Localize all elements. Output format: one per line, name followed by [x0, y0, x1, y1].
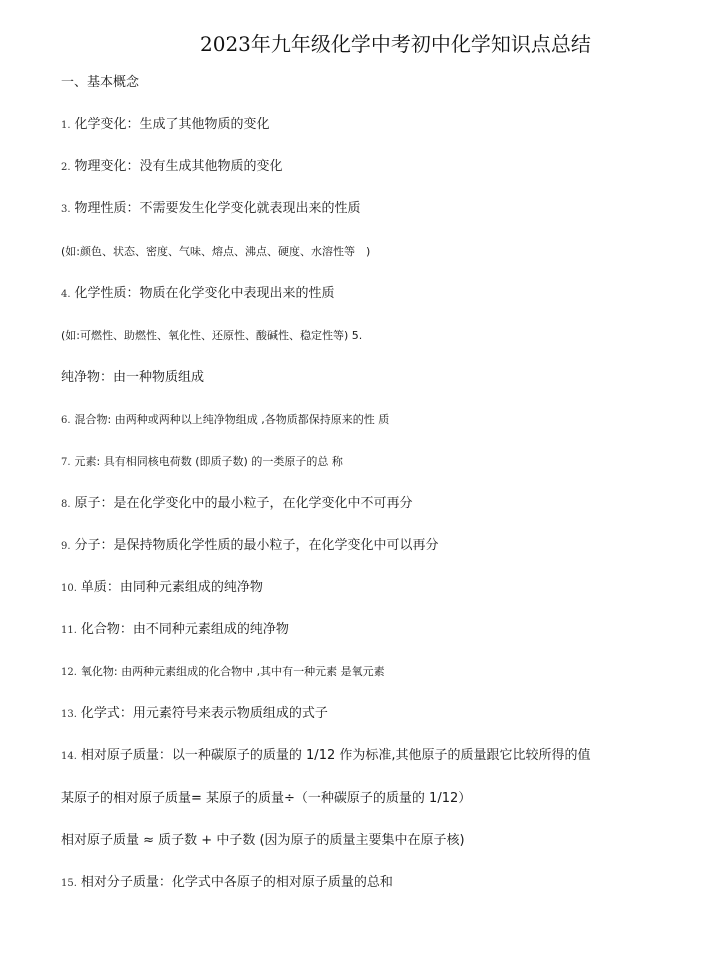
list-item — [61, 747, 591, 766]
item-number: 15. — [61, 878, 77, 889]
item-text: 元素: 具有相同核电荷数 (即质子数) 的一类原子的总 称 — [74, 455, 343, 468]
item-text: 化学性质：物质在化学变化中表现出来的性质 — [74, 286, 335, 301]
item-number: 14. — [61, 751, 77, 762]
item-number: 2. — [61, 162, 71, 173]
item-text: (如:颜色、状态、密度、气味、熔点、沸点、硬度、水溶性等 ) — [61, 245, 371, 258]
item-text: 混合物: 由两种或两种以上纯净物组成 ,各物质都保持原来的性 质 — [74, 413, 390, 426]
item-text: 某原子的相对原子质量= 某原子的质量÷（一种碳原子的质量的 1/12） — [61, 791, 472, 806]
item-number: 7. — [61, 457, 71, 468]
list-item — [61, 705, 328, 724]
item-text: 相对原子质量 ≈ 质子数 + 中子数 (因为原子的质量主要集中在原子核) — [61, 833, 465, 848]
list-item — [61, 537, 439, 556]
item-number: 12. — [61, 667, 77, 678]
item-text: 相对分子质量：化学式中各原子的相对原子质量的总和 — [80, 875, 393, 890]
list-item — [61, 411, 389, 430]
item-number: 3. — [61, 204, 71, 215]
item-text: 化学式：用元素符号来表示物质组成的式子 — [80, 706, 328, 721]
item-text: 纯净物：由一种物质组成 — [61, 370, 205, 385]
section-heading: 一、基本概念 — [61, 75, 140, 90]
item-number: 10. — [61, 583, 77, 594]
item-text: 原子：是在化学变化中的最小粒子，在化学变化中不可再分 — [74, 496, 413, 511]
item-number: 8. — [61, 499, 71, 510]
item-number: 1. — [61, 120, 71, 131]
item-text: 化学变化：生成了其他物质的变化 — [74, 117, 270, 132]
item-number: 4. — [61, 289, 71, 300]
item-text: 相对原子质量：以一种碳原子的质量的 1/12 作为标准,其他原子的质量跟它比较所得的值 — [80, 748, 591, 763]
item-number: 13. — [61, 709, 77, 720]
item-text: 物理性质：不需要发生化学变化就表现出来的性质 — [74, 201, 361, 216]
list-item — [61, 663, 385, 682]
list-item — [61, 369, 204, 387]
item-number: 11. — [61, 625, 77, 636]
item-text: 分子：是保持物质化学性质的最小粒子，在化学变化中可以再分 — [74, 538, 439, 553]
item-text: 单质：由同种元素组成的纯净物 — [80, 580, 263, 595]
list-item — [61, 874, 393, 893]
item-text: 物理变化：没有生成其他物质的变化 — [74, 159, 283, 174]
formula-line — [61, 790, 471, 808]
item-number: 9. — [61, 541, 71, 552]
list-item — [61, 621, 289, 640]
list-item — [61, 579, 263, 598]
list-item — [61, 495, 413, 514]
list-item — [61, 158, 283, 177]
list-item — [61, 453, 343, 472]
list-item — [61, 200, 361, 219]
list-item-note — [61, 243, 370, 261]
formula-line — [61, 832, 465, 850]
item-text: 化合物：由不同种元素组成的纯净物 — [80, 622, 289, 637]
list-item — [61, 116, 270, 135]
list-item-note — [61, 327, 362, 345]
item-number: 6. — [61, 415, 71, 426]
page-title: 2023年九年级化学中考初中化学知识点总结 — [200, 32, 591, 56]
item-text: 氧化物: 由两种元素组成的化合物中 ,其中有一种元素 是氧元素 — [80, 665, 385, 678]
list-item — [61, 285, 335, 304]
item-text: (如:可燃性、助燃性、氧化性、还原性、酸碱性、稳定性等) 5. — [61, 329, 363, 342]
